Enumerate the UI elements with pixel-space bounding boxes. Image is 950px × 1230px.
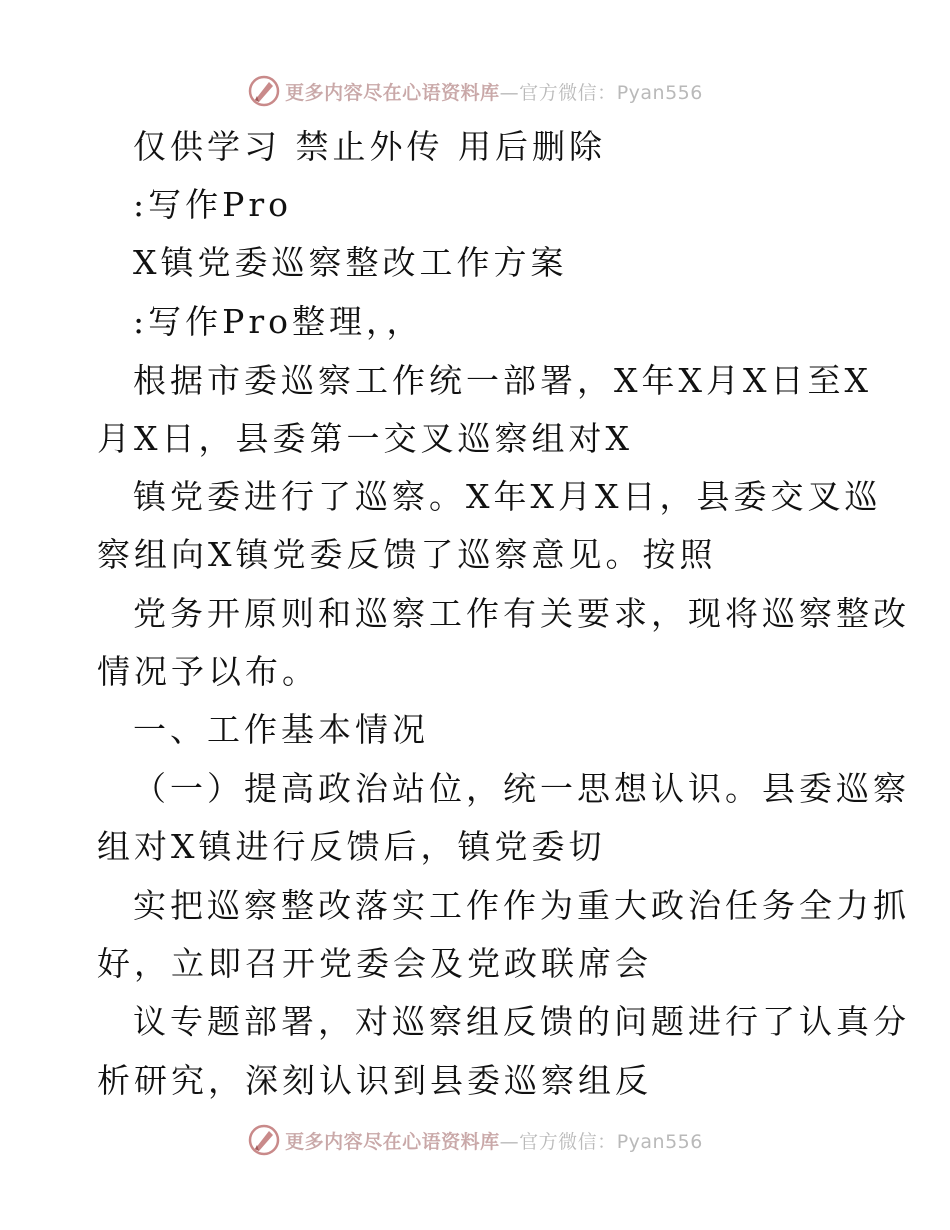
pen-logo-icon <box>247 1123 281 1157</box>
paragraph-line: 根据市委巡察工作统一部署，X年X月X日至X <box>133 361 872 400</box>
paragraph-line: 析研究，深刻认识到县委巡察组反 <box>97 1061 652 1100</box>
paragraph-line: 镇党委进行了巡察。X年X月X日，县委交叉巡 <box>133 477 882 516</box>
source-line: :写作Pro <box>133 185 292 224</box>
paragraph-line: 议专题部署，对巡察组反馈的问题进行了认真分 <box>133 1002 910 1041</box>
source-line: :写作Pro整理，， <box>133 302 424 341</box>
paragraph-line: （一）提高政治站位，统一思想认识。县委巡察 <box>133 769 910 808</box>
pen-logo-icon <box>247 74 281 108</box>
paragraph-line: 党务开原则和巡察工作有关要求，现将巡察整改 <box>133 594 910 633</box>
watermark-sep: —官方微信： <box>499 1130 617 1153</box>
paragraph-line: 情况予以布。 <box>97 652 319 691</box>
footer-watermark <box>0 1120 950 1160</box>
section-heading: 一、工作基本情况 <box>133 710 429 749</box>
watermark-sep: —官方微信： <box>499 81 617 104</box>
watermark-id: Pyan556 <box>616 81 703 104</box>
watermark-id: Pyan556 <box>616 1130 703 1153</box>
watermark-text <box>285 1127 703 1154</box>
paragraph-line: 好，立即召开党委会及党政联席会 <box>97 944 652 983</box>
paragraph-line: 察组向X镇党委反馈了巡察意见。按照 <box>97 535 717 574</box>
notice-line: 仅供学习 禁止外传 用后删除 <box>133 127 606 166</box>
header-watermark <box>0 71 950 111</box>
watermark-main: 更多内容尽在心语资料库 <box>285 1130 500 1153</box>
watermark-text <box>285 78 703 105</box>
document-title: X镇党委巡察整改工作方案 <box>133 243 568 282</box>
paragraph-line: 实把巡察整改落实工作作为重大政治任务全力抓 <box>133 886 910 925</box>
paragraph-line: 月X日，县委第一交叉巡察组对X <box>97 419 633 458</box>
watermark-main: 更多内容尽在心语资料库 <box>285 81 500 104</box>
paragraph-line: 组对X镇进行反馈后，镇党委切 <box>97 827 606 866</box>
